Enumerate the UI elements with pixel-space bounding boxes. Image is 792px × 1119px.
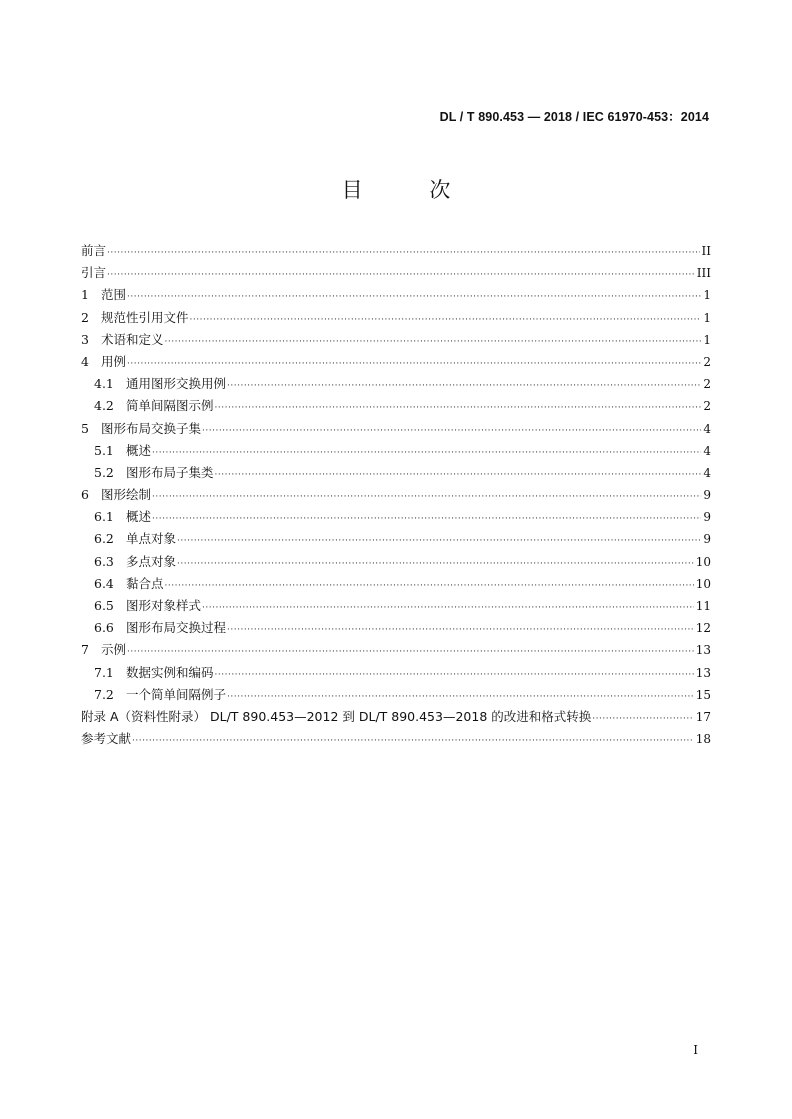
toc-dot-leader (107, 270, 695, 280)
toc-entry-title: 多点对象 (126, 553, 177, 569)
toc-entry-page: 4 (703, 465, 711, 480)
toc-entry-title: 简单间隔图示例 (126, 398, 214, 414)
toc-entry-number: 5 (81, 420, 89, 436)
toc-entry[interactable] (81, 263, 711, 285)
toc-entry[interactable] (81, 241, 711, 263)
toc-entry-number: 6 (81, 487, 89, 503)
toc-dot-leader (202, 426, 701, 436)
toc-entry-page: III (696, 266, 711, 281)
toc-dot-leader (227, 381, 701, 391)
toc-entry-title: 图形布局子集类 (126, 464, 214, 480)
toc-entry[interactable] (81, 485, 711, 507)
toc-dot-leader (127, 292, 701, 302)
toc-entry-number: 6.2 (94, 531, 114, 547)
toc-entry-title: 示例 (101, 642, 127, 658)
toc-entry-page: 1 (703, 332, 711, 347)
toc-entry-page: 9 (703, 488, 711, 503)
toc-entry-number: 4 (81, 353, 89, 369)
toc-entry-title: 范围 (101, 287, 127, 303)
toc-dot-leader (177, 536, 701, 546)
toc-entry[interactable] (81, 663, 711, 685)
toc-entry-page: 9 (703, 510, 711, 525)
toc-entry-title: 单点对象 (126, 531, 177, 547)
toc-entry-page: 2 (703, 354, 711, 369)
toc-dot-leader (215, 670, 694, 680)
toc-entry-title: 附录 A（资料性附录） DL/T 890.453—2012 到 DL/T 890.453—2018 的改进和格式转换 (81, 708, 592, 724)
toc-entry-title: 引言 (81, 265, 107, 281)
toc-entry-number: 7.2 (94, 686, 114, 702)
toc-entry-number: 6.6 (94, 620, 114, 636)
toc-entry[interactable] (81, 729, 711, 751)
toc-entry-page: 1 (703, 310, 711, 325)
toc-entry-page: 13 (695, 643, 711, 658)
toc-entry[interactable] (81, 463, 711, 485)
toc-entry-page: 1 (703, 288, 711, 303)
toc-entry-number: 1 (81, 287, 89, 303)
toc-dot-leader (152, 514, 701, 524)
toc-entry-page: 15 (695, 687, 711, 702)
toc-entry-number: 7.1 (94, 664, 114, 680)
toc-entry-number: 3 (81, 331, 89, 347)
toc-entry-number: 6.5 (94, 598, 114, 613)
toc-entry[interactable] (81, 640, 711, 662)
toc-dot-leader (190, 315, 702, 325)
table-of-contents (81, 241, 711, 751)
toc-entry[interactable] (81, 308, 711, 330)
toc-entry-number: 6.1 (94, 509, 114, 525)
toc-entry-title: 黏合点 (126, 575, 164, 591)
toc-dot-leader (107, 248, 700, 258)
toc-entry-title: 数据实例和编码 (126, 664, 214, 680)
toc-entry-number: 2 (81, 309, 89, 325)
toc-entry-page: 10 (695, 576, 711, 591)
toc-entry-number: 6.3 (94, 553, 114, 569)
toc-entry-number: 7 (81, 642, 89, 658)
toc-entry-title: 概述 (126, 442, 152, 458)
toc-entry-page: 2 (703, 377, 711, 392)
toc-entry[interactable] (81, 396, 711, 418)
toc-entry-number: 6.4 (94, 575, 114, 591)
toc-entry-title: 参考文献 (81, 731, 132, 747)
toc-entry[interactable] (81, 352, 711, 374)
toc-entry-page: 17 (695, 709, 711, 724)
toc-entry[interactable] (81, 441, 711, 463)
toc-dot-leader (227, 625, 694, 635)
toc-entry-page: 4 (703, 443, 711, 458)
toc-entry[interactable] (81, 618, 711, 640)
toc-entry-page: 4 (703, 421, 711, 436)
toc-entry[interactable] (81, 419, 711, 441)
toc-entry[interactable] (81, 374, 711, 396)
toc-dot-leader (152, 492, 701, 502)
toc-dot-leader (165, 581, 694, 591)
toc-entry-title: 图形绘制 (101, 487, 152, 503)
toc-entry[interactable] (81, 507, 711, 529)
toc-entry-title: 一个简单间隔例子 (126, 686, 227, 702)
toc-dot-leader (202, 603, 694, 613)
toc-entry[interactable] (81, 574, 711, 596)
toc-entry-page: 13 (695, 665, 711, 680)
toc-dot-leader (127, 647, 694, 657)
page-title: 目 次 (341, 178, 481, 202)
toc-entry-title: 用例 (101, 353, 127, 369)
toc-entry-number: 4.2 (94, 398, 114, 414)
standard-code: DL / T 890.453 — 2018 / IEC 61970-453：2014 (439, 110, 709, 124)
toc-entry-title: 前言 (81, 243, 107, 258)
toc-dot-leader (165, 337, 702, 347)
toc-entry-title: 规范性引用文件 (101, 309, 189, 325)
toc-entry[interactable] (81, 552, 711, 574)
toc-dot-leader (127, 359, 701, 369)
toc-entry-title: 图形布局交换过程 (126, 620, 227, 636)
toc-entry-page: 18 (695, 732, 711, 747)
toc-dot-leader (227, 692, 694, 702)
toc-entry-title: 图形对象样式 (126, 598, 202, 613)
toc-entry-number: 5.1 (94, 442, 114, 458)
toc-entry-title: 概述 (126, 509, 152, 525)
toc-entry-title: 术语和定义 (101, 331, 164, 347)
toc-entry-page: II (701, 244, 711, 258)
toc-entry-page: 2 (703, 399, 711, 414)
toc-entry[interactable] (81, 529, 711, 551)
toc-entry[interactable] (81, 285, 711, 307)
toc-entry-title: 通用图形交换用例 (126, 376, 227, 392)
toc-entry-page: 12 (695, 621, 711, 636)
toc-dot-leader (132, 736, 694, 746)
toc-entry[interactable] (81, 596, 711, 618)
page-number: I (693, 1043, 698, 1057)
toc-entry-number: 4.1 (94, 376, 114, 392)
toc-entry-number: 5.2 (94, 464, 114, 480)
toc-dot-leader (215, 470, 702, 480)
toc-entry-title: 图形布局交换子集 (101, 420, 202, 436)
toc-entry[interactable] (81, 685, 711, 707)
toc-entry-page: 10 (695, 554, 711, 569)
toc-dot-leader (177, 559, 694, 569)
toc-entry-page: 9 (703, 532, 711, 547)
toc-entry[interactable] (81, 707, 711, 729)
toc-entry[interactable] (81, 330, 711, 352)
toc-dot-leader (592, 714, 693, 724)
toc-dot-leader (215, 403, 702, 413)
toc-entry-page: 11 (695, 599, 711, 613)
toc-dot-leader (152, 448, 701, 458)
